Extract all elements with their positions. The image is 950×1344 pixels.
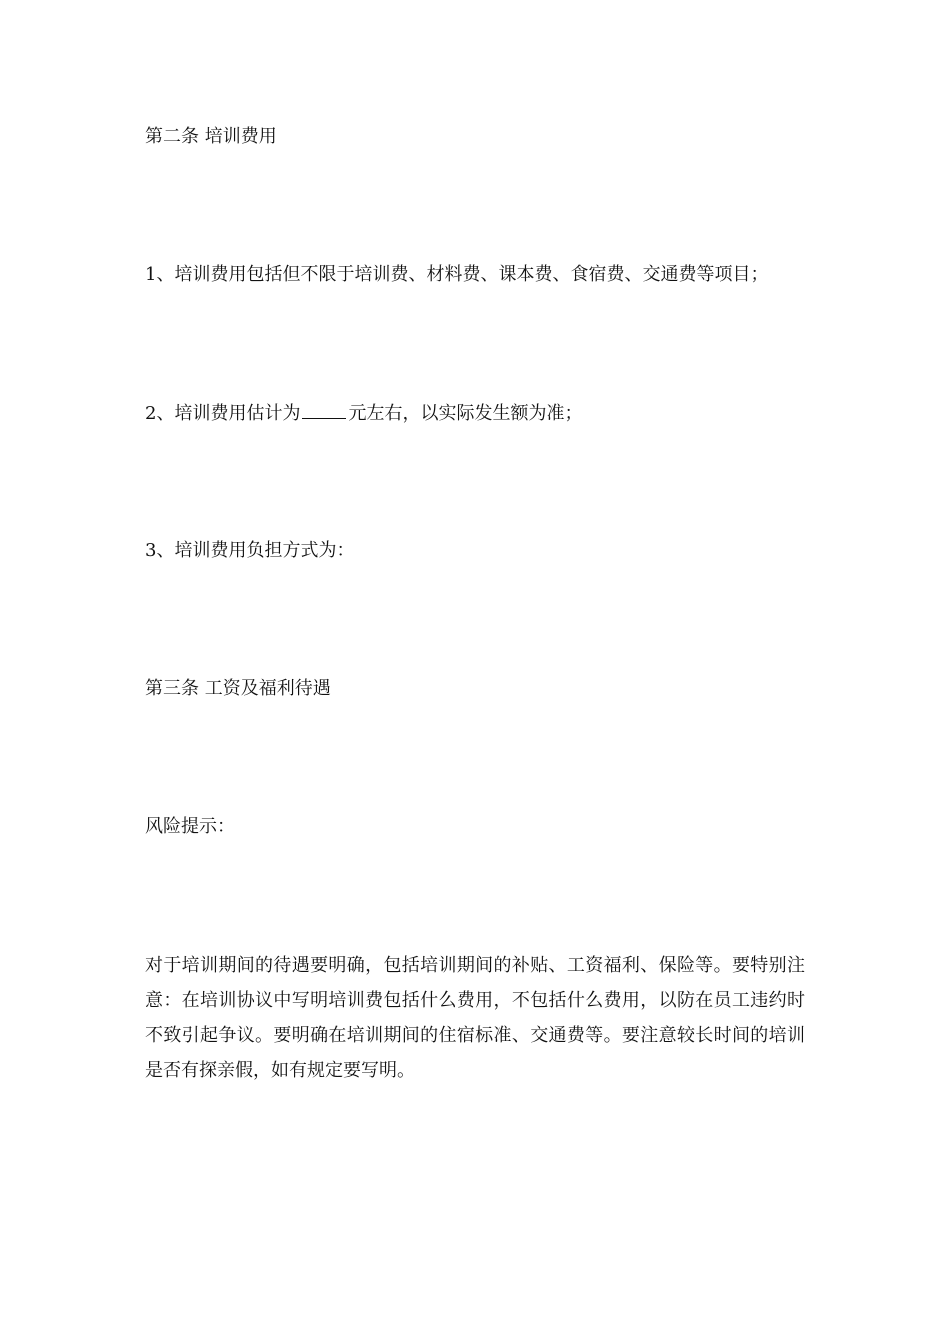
clause-item-2 — [145, 400, 582, 427]
amount-blank — [302, 400, 346, 419]
clause-item-2-suffix: 元左右，以实际发生额为准； — [348, 403, 583, 424]
article-2-title: 第二条 培训费用 — [145, 126, 277, 147]
article-3-title: 第三条 工资及福利待遇 — [145, 678, 331, 699]
clause-item-3: 3、培训费用负担方式为： — [145, 540, 355, 561]
clause-item-2-prefix: 2、培训费用估计为 — [145, 403, 301, 424]
clause-item-1: 1、培训费用包括但不限于培训费、材料费、课本费、食宿费、交通费等项目； — [145, 264, 769, 285]
risk-heading: 风险提示： — [145, 816, 235, 837]
risk-body-paragraph: 对于培训期间的待遇要明确，包括培训期间的补贴、工资福利、保险等。要特别注意：在培训协议中写明培训费包括什么费用，不包括什么费用，以防在员工违约时不致引起争议。要明确在培训期间的住宿标准、交通费等。要注意较长时间的培训是否有探亲假，如有规定要写明。 — [145, 955, 805, 1081]
